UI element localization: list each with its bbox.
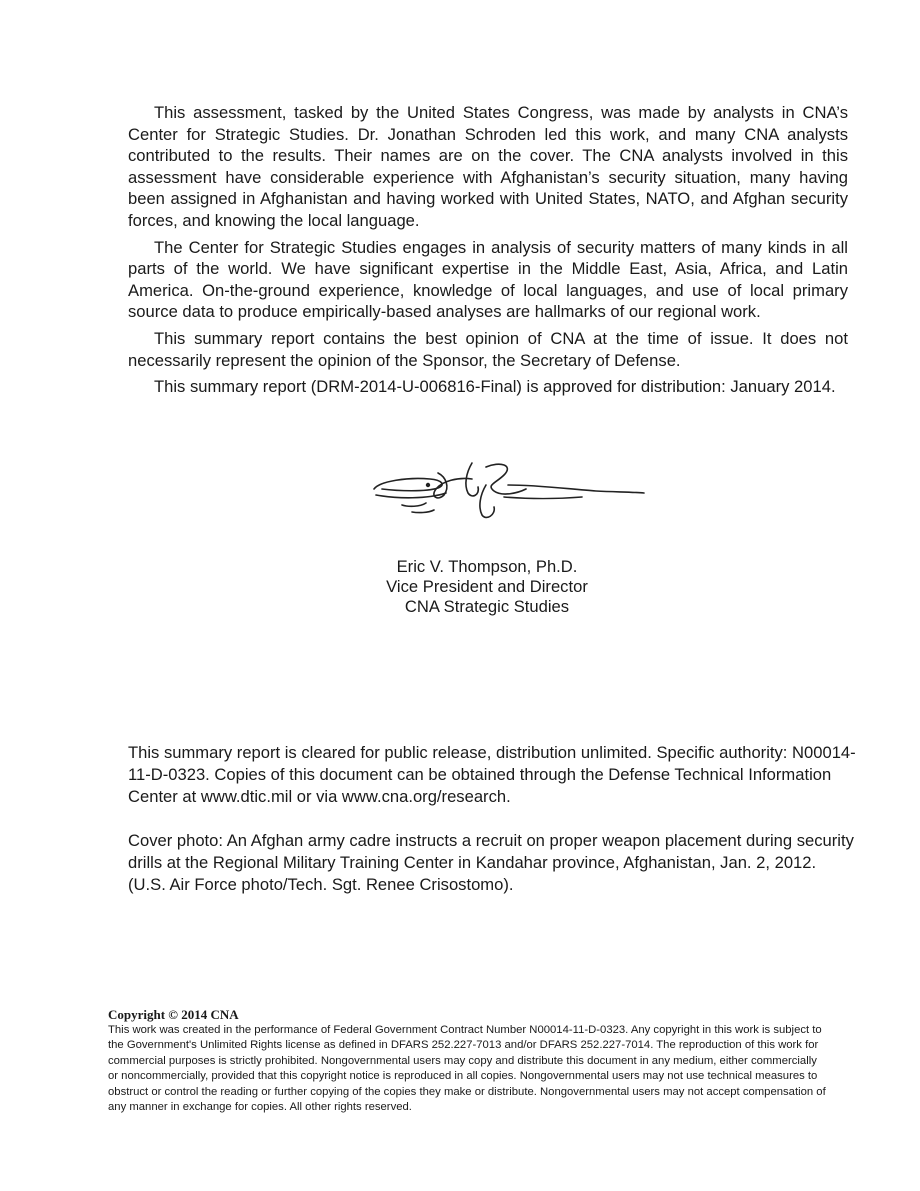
copyright-title: Copyright © 2014 CNA <box>108 1007 239 1022</box>
signer-title: Vice President and Director <box>386 577 588 596</box>
signer-name: Eric V. Thompson, Ph.D. <box>396 557 578 576</box>
intro-section <box>128 102 848 403</box>
release-cover-photo: Cover photo: An Afghan army cadre instructs a recruit on proper weapon placement during security drills at the Regional Military Training Center in Kandahar province, Afghanistan, Jan. 2, 2012. (U.S. Air Force photo/Tech. Sgt. Renee Crisostomo). <box>128 831 854 894</box>
signer-block <box>300 557 674 617</box>
intro-paragraph-assessment: This assessment, tasked by the United States Congress, was made by analysts in CNA’s Center for Strategic Studies. Dr. Jonathan Schroden led this work, and many CNA analysts contributed to the results. Their names are on the cover. The CNA analysts involved in this assessment have considerable experience with Afghanistan’s security situation, many having been assigned in Afghanistan and having worked with United States, NATO, and Afghan security forces, and knowing the local language. <box>128 103 848 230</box>
release-section <box>128 742 858 918</box>
copyright-section <box>108 1007 828 1115</box>
intro-paragraph-approval: This summary report (DRM-2014-U-006816-Final) is approved for distribution: January 2014. <box>154 377 836 397</box>
intro-paragraph-opinion: This summary report contains the best opinion of CNA at the time of issue. It does not necessarily represent the opinion of the Sponsor, the Secretary of Defense. <box>128 328 848 370</box>
signer-org: CNA Strategic Studies <box>404 597 570 616</box>
release-clearance: This summary report is cleared for public release, distribution unlimited. Specific authority: N00014-11-D-0323. Copies of this document can be obtained through the Defense Technical Information Center at www.dtic.mil or via www.cna.org/research. <box>128 743 856 806</box>
signature-image <box>368 455 648 525</box>
intro-paragraph-center: The Center for Strategic Studies engages in analysis of security matters of many kinds in all parts of the world. We have significant expertise in the Middle East, Asia, Africa, and Latin America. On-the-ground experience, knowledge of local languages, and use of local primary source data to produce empirically-based analyses are hallmarks of our regional work. <box>128 237 848 322</box>
copyright-body: This work was created in the performance of Federal Government Contract Number N00014-11-D-0323. Any copyright in this work is subject to the Government's Unlimited Rights license as defined in DFARS 252.227-7013 and/or DFARS 252.227-7014. The reproduction of this work for commercial purposes is strictly prohibited. Nongovernmental users may copy and distribute this document in any medium, either commercially or noncommercially, provided that this copyright notice is reproduced in all copies. Nongovernmental users may not use technical measures to obstruct or control the reading or further copying of the copies they make or distribute. Nongovernmental users may not accept compensation of any manner in exchange for copies. All other rights reserved. <box>108 1024 826 1114</box>
